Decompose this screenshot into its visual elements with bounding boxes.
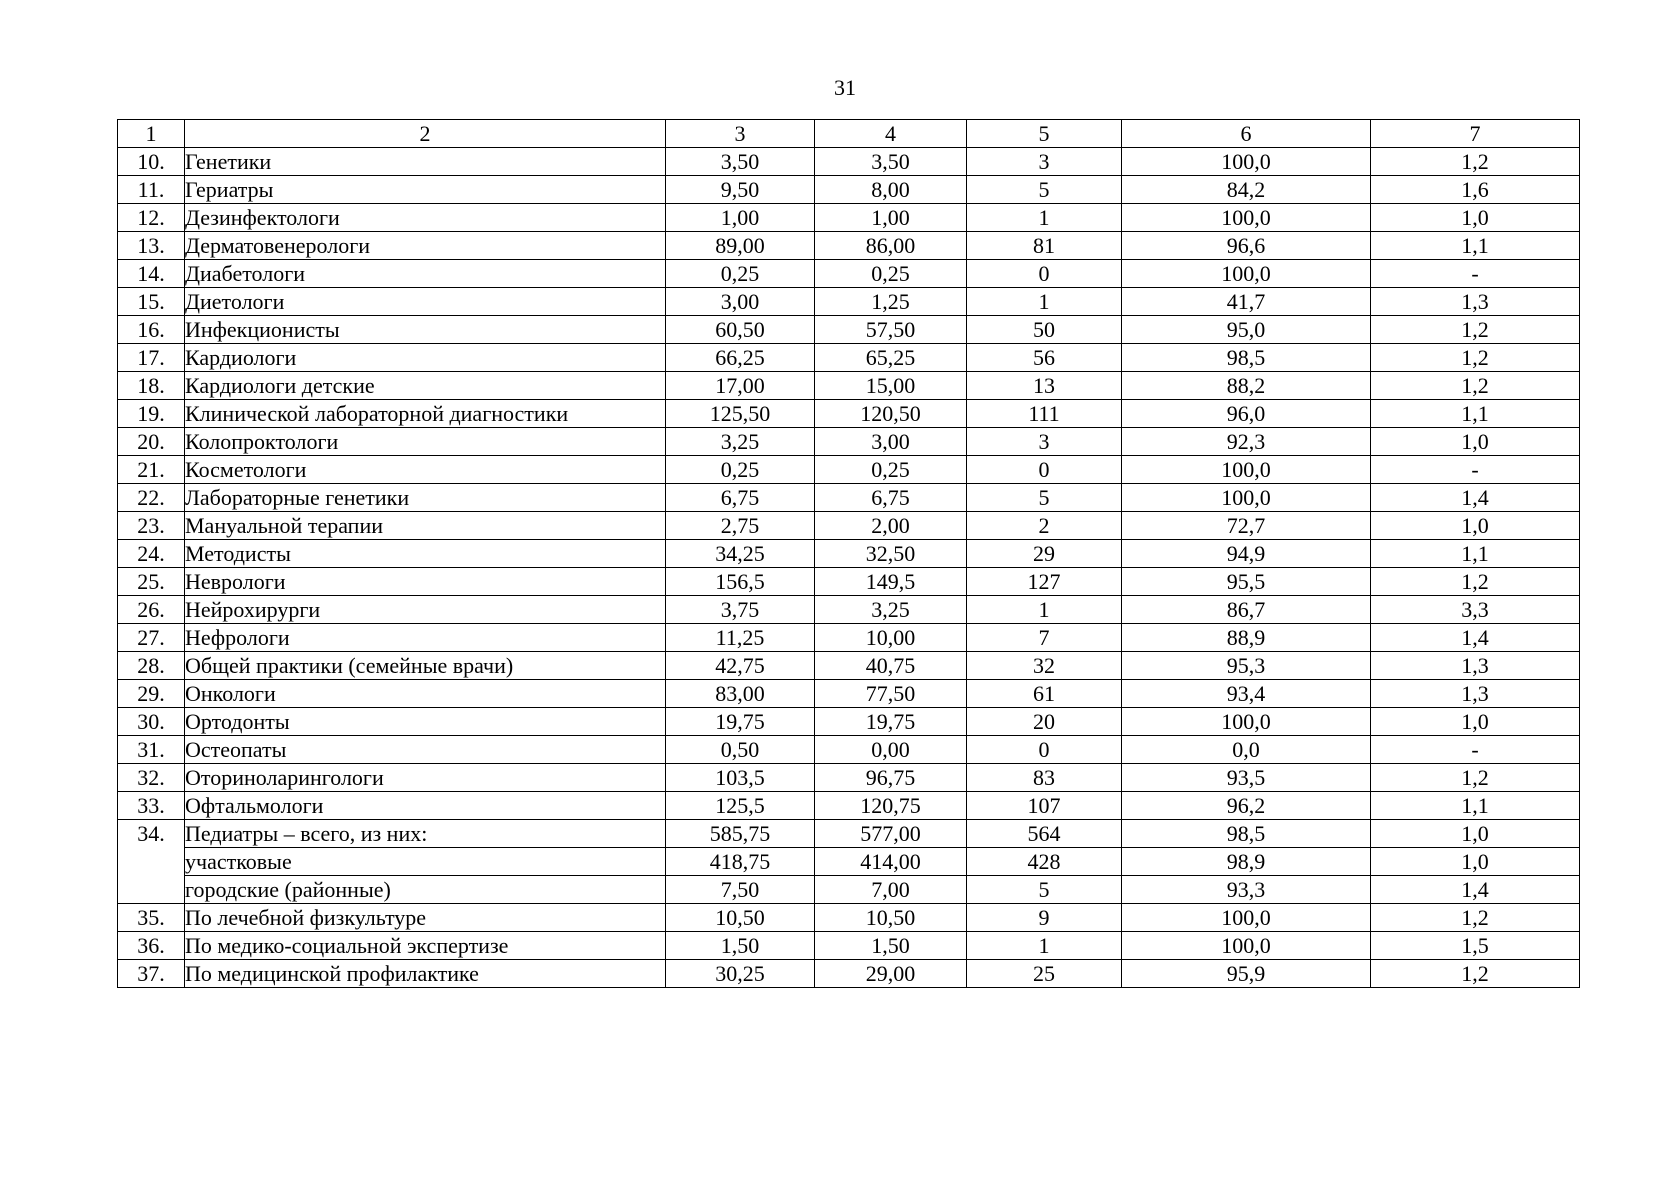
- column-5-cell: 564: [967, 820, 1122, 848]
- column-5-cell: 1: [967, 288, 1122, 316]
- row-number-cell: 20.: [118, 428, 185, 456]
- table-row: [118, 512, 1580, 540]
- column-6-cell: 100,0: [1122, 260, 1371, 288]
- column-5-cell: 50: [967, 316, 1122, 344]
- table-row: [118, 288, 1580, 316]
- specialty-name-cell: Ортодонты: [185, 708, 666, 736]
- column-7-cell: 1,2: [1371, 764, 1580, 792]
- column-7-cell: 1,1: [1371, 792, 1580, 820]
- column-6-cell: 98,5: [1122, 344, 1371, 372]
- table-row: [118, 764, 1580, 792]
- column-5-cell: 29: [967, 540, 1122, 568]
- table-row: [118, 848, 1580, 876]
- row-number-cell: 32.: [118, 764, 185, 792]
- row-number-cell: 30.: [118, 708, 185, 736]
- column-5-cell: 0: [967, 456, 1122, 484]
- column-4-cell: 120,75: [815, 792, 967, 820]
- column-7-cell: 1,0: [1371, 848, 1580, 876]
- column-6-cell: 88,2: [1122, 372, 1371, 400]
- table-row: [118, 932, 1580, 960]
- table-header-row: [118, 120, 1580, 148]
- column-5-cell: 3: [967, 428, 1122, 456]
- column-3-cell: 30,25: [666, 960, 815, 988]
- table-row: [118, 456, 1580, 484]
- table-row: [118, 624, 1580, 652]
- column-3-cell: 1,00: [666, 204, 815, 232]
- row-number-cell: 25.: [118, 568, 185, 596]
- specialty-name-cell: По медицинской профилактике: [185, 960, 666, 988]
- column-6-cell: 88,9: [1122, 624, 1371, 652]
- column-4-cell: 77,50: [815, 680, 967, 708]
- table-row: [118, 400, 1580, 428]
- column-6-cell: 41,7: [1122, 288, 1371, 316]
- column-7-cell: 1,0: [1371, 428, 1580, 456]
- column-4-cell: 414,00: [815, 848, 967, 876]
- column-6-cell: 84,2: [1122, 176, 1371, 204]
- column-4-cell: 0,00: [815, 736, 967, 764]
- column-4-cell: 29,00: [815, 960, 967, 988]
- column-3-cell: 3,50: [666, 148, 815, 176]
- column-4-cell: 96,75: [815, 764, 967, 792]
- column-3-cell: 3,00: [666, 288, 815, 316]
- row-number-cell: 18.: [118, 372, 185, 400]
- row-number-cell: 26.: [118, 596, 185, 624]
- specialty-name-cell: Гериатры: [185, 176, 666, 204]
- column-3-cell: 34,25: [666, 540, 815, 568]
- specialty-name-cell: Методисты: [185, 540, 666, 568]
- column-3-cell: 6,75: [666, 484, 815, 512]
- column-3-cell: 42,75: [666, 652, 815, 680]
- column-3-cell: 585,75: [666, 820, 815, 848]
- column-7-cell: 1,3: [1371, 652, 1580, 680]
- table-row: [118, 680, 1580, 708]
- column-3-cell: 3,75: [666, 596, 815, 624]
- column-4-cell: 1,25: [815, 288, 967, 316]
- column-3-cell: 3,25: [666, 428, 815, 456]
- row-number-cell: 10.: [118, 148, 185, 176]
- row-number-cell: 22.: [118, 484, 185, 512]
- column-7-cell: 3,3: [1371, 596, 1580, 624]
- column-3-cell: 89,00: [666, 232, 815, 260]
- table-row: [118, 708, 1580, 736]
- table-row: [118, 148, 1580, 176]
- column-5-cell: 5: [967, 484, 1122, 512]
- column-4-cell: 3,00: [815, 428, 967, 456]
- column-7-cell: 1,1: [1371, 540, 1580, 568]
- column-4-cell: 7,00: [815, 876, 967, 904]
- row-number-cell: 28.: [118, 652, 185, 680]
- column-6-cell: 96,6: [1122, 232, 1371, 260]
- row-number-cell: 16.: [118, 316, 185, 344]
- column-7-cell: 1,2: [1371, 344, 1580, 372]
- column-7-cell: 1,2: [1371, 960, 1580, 988]
- column-5-cell: 428: [967, 848, 1122, 876]
- column-6-cell: 96,2: [1122, 792, 1371, 820]
- specialty-name-cell: Кардиологи: [185, 344, 666, 372]
- column-4-cell: 1,50: [815, 932, 967, 960]
- row-number-cell: 31.: [118, 736, 185, 764]
- table-row: [118, 820, 1580, 848]
- table-body: [118, 120, 1580, 988]
- specialty-name-cell: Офтальмологи: [185, 792, 666, 820]
- column-4-cell: 0,25: [815, 260, 967, 288]
- header-cell-4: 4: [815, 120, 967, 148]
- specialty-name-cell: Оториноларингологи: [185, 764, 666, 792]
- column-6-cell: 100,0: [1122, 204, 1371, 232]
- column-5-cell: 2: [967, 512, 1122, 540]
- column-7-cell: 1,0: [1371, 820, 1580, 848]
- column-5-cell: 13: [967, 372, 1122, 400]
- table-row: [118, 652, 1580, 680]
- column-7-cell: 1,2: [1371, 148, 1580, 176]
- column-4-cell: 32,50: [815, 540, 967, 568]
- column-6-cell: 100,0: [1122, 708, 1371, 736]
- column-7-cell: 1,6: [1371, 176, 1580, 204]
- column-7-cell: 1,2: [1371, 568, 1580, 596]
- column-6-cell: 93,3: [1122, 876, 1371, 904]
- column-7-cell: 1,5: [1371, 932, 1580, 960]
- row-number-cell: 37.: [118, 960, 185, 988]
- column-4-cell: 40,75: [815, 652, 967, 680]
- column-3-cell: 125,50: [666, 400, 815, 428]
- table-row: [118, 876, 1580, 904]
- column-5-cell: 5: [967, 876, 1122, 904]
- column-6-cell: 86,7: [1122, 596, 1371, 624]
- table-row: [118, 176, 1580, 204]
- column-6-cell: 95,5: [1122, 568, 1371, 596]
- row-number-cell: [118, 876, 185, 904]
- column-6-cell: 96,0: [1122, 400, 1371, 428]
- column-3-cell: 83,00: [666, 680, 815, 708]
- column-5-cell: 3: [967, 148, 1122, 176]
- specialty-name-cell: участковые: [185, 848, 666, 876]
- column-6-cell: 100,0: [1122, 148, 1371, 176]
- column-3-cell: 0,25: [666, 456, 815, 484]
- column-7-cell: 1,2: [1371, 904, 1580, 932]
- table-row: [118, 568, 1580, 596]
- header-cell-1: 1: [118, 120, 185, 148]
- table-row: [118, 344, 1580, 372]
- column-5-cell: 1: [967, 932, 1122, 960]
- column-5-cell: 1: [967, 596, 1122, 624]
- row-number-cell: 23.: [118, 512, 185, 540]
- specialty-name-cell: Инфекционисты: [185, 316, 666, 344]
- specialty-name-cell: Остеопаты: [185, 736, 666, 764]
- column-6-cell: 100,0: [1122, 456, 1371, 484]
- row-number-cell: 11.: [118, 176, 185, 204]
- column-4-cell: 10,50: [815, 904, 967, 932]
- column-4-cell: 19,75: [815, 708, 967, 736]
- column-7-cell: 1,4: [1371, 484, 1580, 512]
- specialty-name-cell: Дерматовенерологи: [185, 232, 666, 260]
- column-6-cell: 95,3: [1122, 652, 1371, 680]
- column-6-cell: 0,0: [1122, 736, 1371, 764]
- column-7-cell: 1,4: [1371, 876, 1580, 904]
- column-6-cell: 93,4: [1122, 680, 1371, 708]
- column-6-cell: 98,9: [1122, 848, 1371, 876]
- row-number-cell: [118, 848, 185, 876]
- row-number-cell: 35.: [118, 904, 185, 932]
- column-5-cell: 111: [967, 400, 1122, 428]
- column-4-cell: 149,5: [815, 568, 967, 596]
- row-number-cell: 36.: [118, 932, 185, 960]
- column-4-cell: 577,00: [815, 820, 967, 848]
- specialty-name-cell: Диетологи: [185, 288, 666, 316]
- header-cell-7: 7: [1371, 120, 1580, 148]
- column-7-cell: 1,0: [1371, 512, 1580, 540]
- specialty-name-cell: По лечебной физкультуре: [185, 904, 666, 932]
- table-row: [118, 540, 1580, 568]
- table-row: [118, 736, 1580, 764]
- column-3-cell: 0,25: [666, 260, 815, 288]
- table-row: [118, 792, 1580, 820]
- column-4-cell: 15,00: [815, 372, 967, 400]
- column-7-cell: 1,1: [1371, 400, 1580, 428]
- column-3-cell: 1,50: [666, 932, 815, 960]
- column-7-cell: 1,2: [1371, 316, 1580, 344]
- specialty-name-cell: Лабораторные генетики: [185, 484, 666, 512]
- column-3-cell: 7,50: [666, 876, 815, 904]
- column-4-cell: 57,50: [815, 316, 967, 344]
- column-7-cell: 1,0: [1371, 204, 1580, 232]
- column-7-cell: -: [1371, 736, 1580, 764]
- specialty-name-cell: Косметологи: [185, 456, 666, 484]
- row-number-cell: 29.: [118, 680, 185, 708]
- row-number-cell: 13.: [118, 232, 185, 260]
- column-6-cell: 95,0: [1122, 316, 1371, 344]
- column-5-cell: 56: [967, 344, 1122, 372]
- column-7-cell: 1,2: [1371, 372, 1580, 400]
- column-6-cell: 94,9: [1122, 540, 1371, 568]
- header-cell-6: 6: [1122, 120, 1371, 148]
- column-6-cell: 95,9: [1122, 960, 1371, 988]
- table-row: [118, 260, 1580, 288]
- column-4-cell: 2,00: [815, 512, 967, 540]
- column-4-cell: 86,00: [815, 232, 967, 260]
- column-5-cell: 83: [967, 764, 1122, 792]
- page-number: 31: [834, 75, 856, 100]
- column-3-cell: 418,75: [666, 848, 815, 876]
- column-6-cell: 100,0: [1122, 932, 1371, 960]
- specialty-name-cell: Диабетологи: [185, 260, 666, 288]
- row-number-cell: 14.: [118, 260, 185, 288]
- table-row: [118, 596, 1580, 624]
- row-number-cell: 27.: [118, 624, 185, 652]
- table-row: [118, 960, 1580, 988]
- specialty-name-cell: Генетики: [185, 148, 666, 176]
- header-cell-2: 2: [185, 120, 666, 148]
- table-row: [118, 232, 1580, 260]
- column-3-cell: 103,5: [666, 764, 815, 792]
- column-7-cell: 1,0: [1371, 708, 1580, 736]
- specialty-name-cell: Педиатры – всего, из них:: [185, 820, 666, 848]
- column-4-cell: 10,00: [815, 624, 967, 652]
- table-row: [118, 428, 1580, 456]
- column-6-cell: 98,5: [1122, 820, 1371, 848]
- column-3-cell: 156,5: [666, 568, 815, 596]
- row-number-cell: 12.: [118, 204, 185, 232]
- specialty-name-cell: Нефрологи: [185, 624, 666, 652]
- table-row: [118, 484, 1580, 512]
- column-7-cell: 1,3: [1371, 288, 1580, 316]
- column-7-cell: 1,4: [1371, 624, 1580, 652]
- data-table: [117, 119, 1580, 988]
- column-3-cell: 19,75: [666, 708, 815, 736]
- column-4-cell: 6,75: [815, 484, 967, 512]
- specialty-name-cell: По медико-социальной экспертизе: [185, 932, 666, 960]
- specialty-name-cell: городские (районные): [185, 876, 666, 904]
- column-5-cell: 0: [967, 260, 1122, 288]
- header-cell-3: 3: [666, 120, 815, 148]
- row-number-cell: 33.: [118, 792, 185, 820]
- column-5-cell: 1: [967, 204, 1122, 232]
- column-3-cell: 0,50: [666, 736, 815, 764]
- specialty-name-cell: Кардиологи детские: [185, 372, 666, 400]
- column-4-cell: 0,25: [815, 456, 967, 484]
- specialty-name-cell: Мануальной терапии: [185, 512, 666, 540]
- column-4-cell: 1,00: [815, 204, 967, 232]
- column-5-cell: 25: [967, 960, 1122, 988]
- column-5-cell: 81: [967, 232, 1122, 260]
- column-4-cell: 120,50: [815, 400, 967, 428]
- column-5-cell: 5: [967, 176, 1122, 204]
- column-5-cell: 32: [967, 652, 1122, 680]
- column-3-cell: 66,25: [666, 344, 815, 372]
- specialty-name-cell: Колопроктологи: [185, 428, 666, 456]
- specialty-name-cell: Нейрохирурги: [185, 596, 666, 624]
- row-number-cell: 19.: [118, 400, 185, 428]
- column-7-cell: 1,3: [1371, 680, 1580, 708]
- column-3-cell: 9,50: [666, 176, 815, 204]
- column-5-cell: 20: [967, 708, 1122, 736]
- column-4-cell: 3,50: [815, 148, 967, 176]
- row-number-cell: 24.: [118, 540, 185, 568]
- column-6-cell: 92,3: [1122, 428, 1371, 456]
- header-cell-5: 5: [967, 120, 1122, 148]
- column-4-cell: 3,25: [815, 596, 967, 624]
- column-4-cell: 8,00: [815, 176, 967, 204]
- specialty-name-cell: Неврологи: [185, 568, 666, 596]
- row-number-cell: 15.: [118, 288, 185, 316]
- column-5-cell: 107: [967, 792, 1122, 820]
- column-5-cell: 61: [967, 680, 1122, 708]
- column-6-cell: 93,5: [1122, 764, 1371, 792]
- specialty-name-cell: Общей практики (семейные врачи): [185, 652, 666, 680]
- column-5-cell: 7: [967, 624, 1122, 652]
- column-7-cell: -: [1371, 260, 1580, 288]
- column-5-cell: 9: [967, 904, 1122, 932]
- table-row: [118, 372, 1580, 400]
- column-7-cell: -: [1371, 456, 1580, 484]
- specialty-name-cell: Клинической лабораторной диагностики: [185, 400, 666, 428]
- column-3-cell: 125,5: [666, 792, 815, 820]
- row-number-cell: 21.: [118, 456, 185, 484]
- table-row: [118, 316, 1580, 344]
- column-6-cell: 72,7: [1122, 512, 1371, 540]
- column-6-cell: 100,0: [1122, 484, 1371, 512]
- column-4-cell: 65,25: [815, 344, 967, 372]
- specialty-name-cell: Дезинфектологи: [185, 204, 666, 232]
- column-5-cell: 127: [967, 568, 1122, 596]
- column-3-cell: 60,50: [666, 316, 815, 344]
- column-7-cell: 1,1: [1371, 232, 1580, 260]
- column-3-cell: 17,00: [666, 372, 815, 400]
- column-3-cell: 10,50: [666, 904, 815, 932]
- column-3-cell: 2,75: [666, 512, 815, 540]
- specialty-name-cell: Онкологи: [185, 680, 666, 708]
- column-3-cell: 11,25: [666, 624, 815, 652]
- table-row: [118, 904, 1580, 932]
- column-5-cell: 0: [967, 736, 1122, 764]
- row-number-cell: 17.: [118, 344, 185, 372]
- row-number-cell: 34.: [118, 820, 185, 848]
- table-row: [118, 204, 1580, 232]
- column-6-cell: 100,0: [1122, 904, 1371, 932]
